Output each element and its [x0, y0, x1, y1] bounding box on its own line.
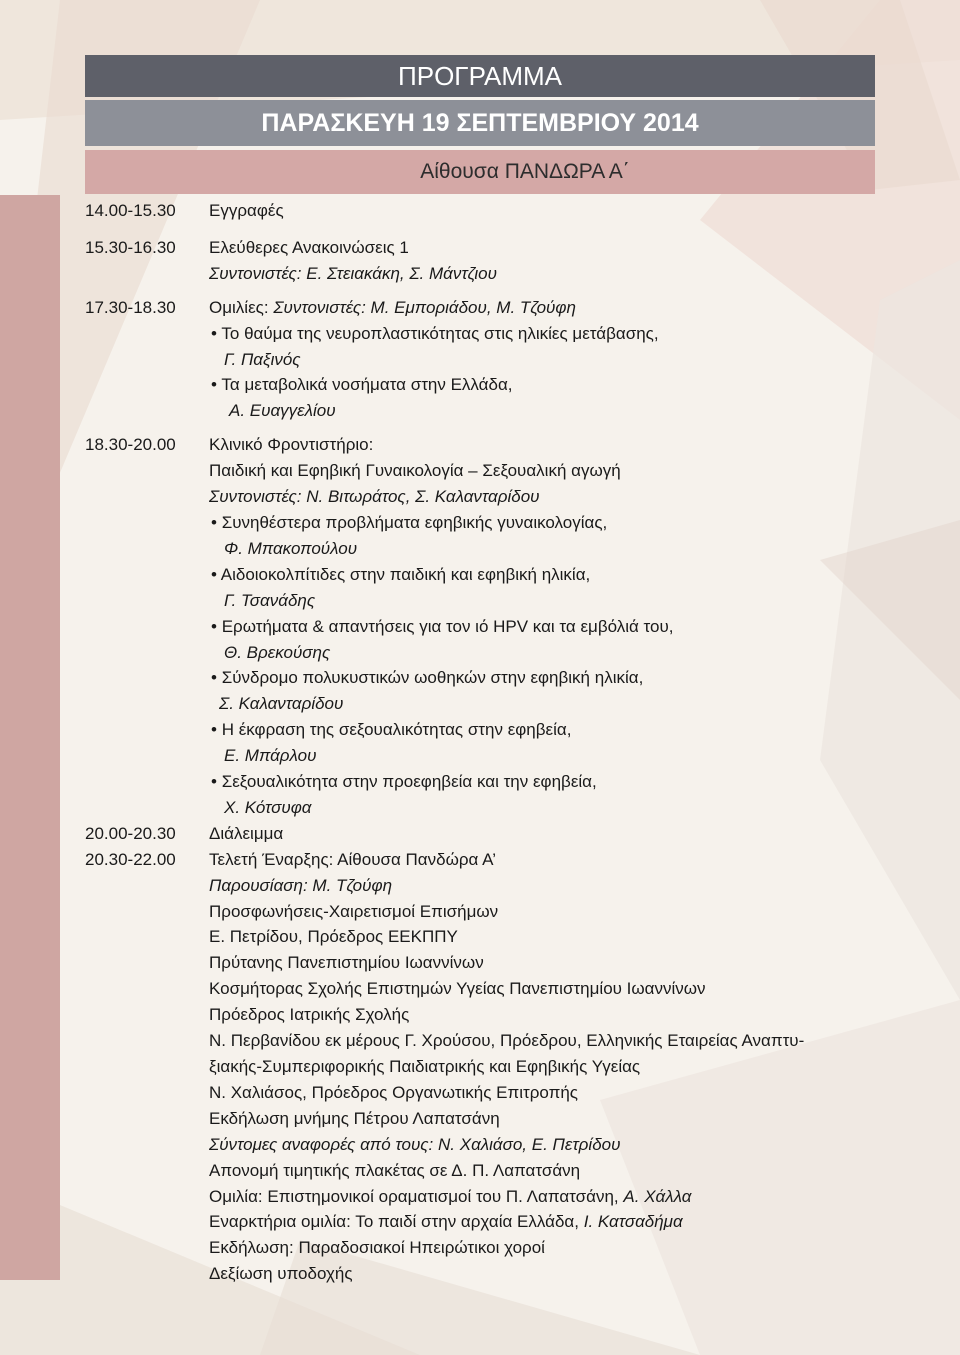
session-title: Κλινικό Φροντιστήριο:	[209, 435, 374, 455]
date-banner	[85, 100, 875, 146]
greeting-item: Ν. Περβανίδου εκ μέρους Γ. Χρούσου, Πρόεδρου, Ελληνικής Εταιρείας Αναπτυ-	[209, 1031, 805, 1051]
talk-speaker: Γ. Παξινός	[224, 349, 301, 369]
talk-title: • Το θαύμα της νευροπλαστικότητας στις ηλικίες μετάβασης,	[209, 321, 885, 347]
opening-talk-text: Το παιδί στην αρχαία Ελλάδα,	[355, 1212, 579, 1232]
talk-title: • Σεξουαλικότητα στην προεφηβεία και την εφηβεία,	[209, 769, 885, 795]
talk-title: • Συνηθέστερα προβλήματα εφηβικής γυναικολογίας,	[209, 510, 885, 536]
talk-speaker: Φ. Μπακοπούλου	[224, 538, 358, 558]
left-decorative-stripe	[0, 195, 60, 1280]
date-title: ΠΑΡΑΣΚΕΥΗ 19 ΣΕΠΤΕΜΒΡΙΟΥ 2014	[261, 108, 699, 137]
greeting-item: Πρόεδρος Ιατρικής Σχολής	[209, 1005, 410, 1025]
session-time: 14.00-15.30	[85, 201, 176, 220]
session-label: Ομιλίες:	[209, 297, 269, 317]
talk-speaker: Ε. Μπάρλου	[224, 746, 317, 766]
room-title: Αίθουσα ΠΑΝΔΩΡΑ Α΄	[420, 160, 630, 183]
opening-talk-speaker: Ι. Κατσαδήμα	[583, 1212, 683, 1232]
session-chairs: Συντονιστές: Ν. Βιτωράτος, Σ. Καλανταρίδου	[209, 487, 540, 507]
session-title: Ελεύθερες Ανακοινώσεις 1	[209, 237, 409, 257]
session-title: Διάλειμμα	[209, 823, 284, 843]
opening-talk-label: Εναρκτήρια ομιλία:	[209, 1212, 351, 1232]
session-time: 15.30-16.30	[85, 237, 176, 257]
greeting-item: Κοσμήτορας Σχολής Επιστημών Υγείας Πανεπιστημίου Ιωαννίνων	[209, 979, 706, 999]
greeting-item: Πρύτανης Πανεπιστημίου Ιωαννίνων	[209, 953, 484, 973]
program-title: ΠΡΟΓΡΑΜΜΑ	[397, 60, 563, 91]
session-chairs: Συντονιστές: Μ. Εμποριάδου, Μ. Τζούφη	[273, 297, 576, 317]
greetings-title: Προσφωνήσεις-Χαιρετισμοί Επισήμων	[209, 901, 499, 921]
talk-title: • Η έκφραση της σεξουαλικότητας στην εφηβεία,	[209, 717, 885, 743]
session-chairs: Συντονιστές: Ε. Στειακάκη, Σ. Μάντζιου	[209, 263, 497, 283]
session-time: 18.30-20.00	[85, 435, 176, 455]
room-banner	[85, 150, 875, 194]
talk-title: • Τα μεταβολικά νοσήματα στην Ελλάδα,	[209, 372, 885, 398]
reception: Δεξίωση υποδοχής	[209, 1264, 353, 1284]
talk-label: Ομιλία:	[209, 1186, 263, 1206]
talk-speaker: Χ. Κότσυφα	[224, 797, 312, 817]
talk-speaker: Α. Ευαγγελίου	[229, 401, 336, 421]
session-registration	[85, 198, 885, 224]
session-presenter: Παρουσίαση: Μ. Τζούφη	[209, 875, 393, 895]
talk-speaker: Α. Χάλλα	[623, 1186, 692, 1206]
event-text: Παραδοσιακοί Ηπειρώτικοι χοροί	[298, 1238, 545, 1258]
session-time: 17.30-18.30	[85, 297, 176, 317]
session-clinical-workshop	[85, 432, 885, 821]
talk-speaker: Θ. Βρεκούσης	[224, 642, 331, 662]
memorial-references: Σύντομες αναφορές από τους: Ν. Χαλιάσο, Ε. Πετρίδου	[209, 1134, 621, 1154]
greeting-item: ξιακής-Συμπεριφορικής Παιδιατρικής και Εφηβικής Υγείας	[209, 1057, 641, 1076]
talk-title: • Σύνδρομο πολυκυστικών ωοθηκών στην εφηβική ηλικία,	[209, 665, 885, 691]
session-subtitle: Παιδική και Εφηβική Γυναικολογία – Σεξουαλική αγωγή	[209, 461, 621, 481]
session-title: Εγγραφές	[209, 201, 284, 220]
greeting-item: Ε. Πετρίδου, Πρόεδρος ΕΕΚΠΠΥ	[209, 927, 458, 947]
schedule	[85, 198, 885, 1287]
program-title-banner	[85, 55, 875, 97]
session-title: Τελετή Έναρξης: Αίθουσα Πανδώρα Α’	[209, 849, 497, 869]
talk-speaker: Γ. Τσανάδης	[224, 590, 316, 610]
session-free-communications	[85, 235, 885, 287]
session-time: 20.00-20.30	[85, 823, 176, 843]
session-opening-ceremony	[85, 847, 885, 1287]
session-lectures	[85, 295, 885, 425]
talk-text: Επιστημονικοί οραματισμοί του Π. Λαπατσάνη,	[267, 1186, 619, 1206]
memorial-title: Εκδήλωση μνήμης Πέτρου Λαπατσάνη	[209, 1108, 500, 1128]
session-time: 20.30-22.00	[85, 849, 176, 869]
greeting-item: Ν. Χαλιάσος, Πρόεδρος Οργανωτικής Επιτροπής	[209, 1082, 579, 1102]
plaque-award: Απονομή τιμητικής πλακέτας σε Δ. Π. Λαπατσάνη	[209, 1160, 581, 1180]
talk-title: • Αιδοιοκολπίτιδες στην παιδική και εφηβική ηλικία,	[209, 562, 885, 588]
talk-speaker: Σ. Καλανταρίδου	[219, 694, 344, 714]
talk-title: • Ερωτήματα & απαντήσεις για τον ιό HPV και τα εμβόλιά του,	[209, 614, 885, 640]
session-break	[85, 821, 885, 847]
event-label: Εκδήλωση:	[209, 1238, 294, 1258]
